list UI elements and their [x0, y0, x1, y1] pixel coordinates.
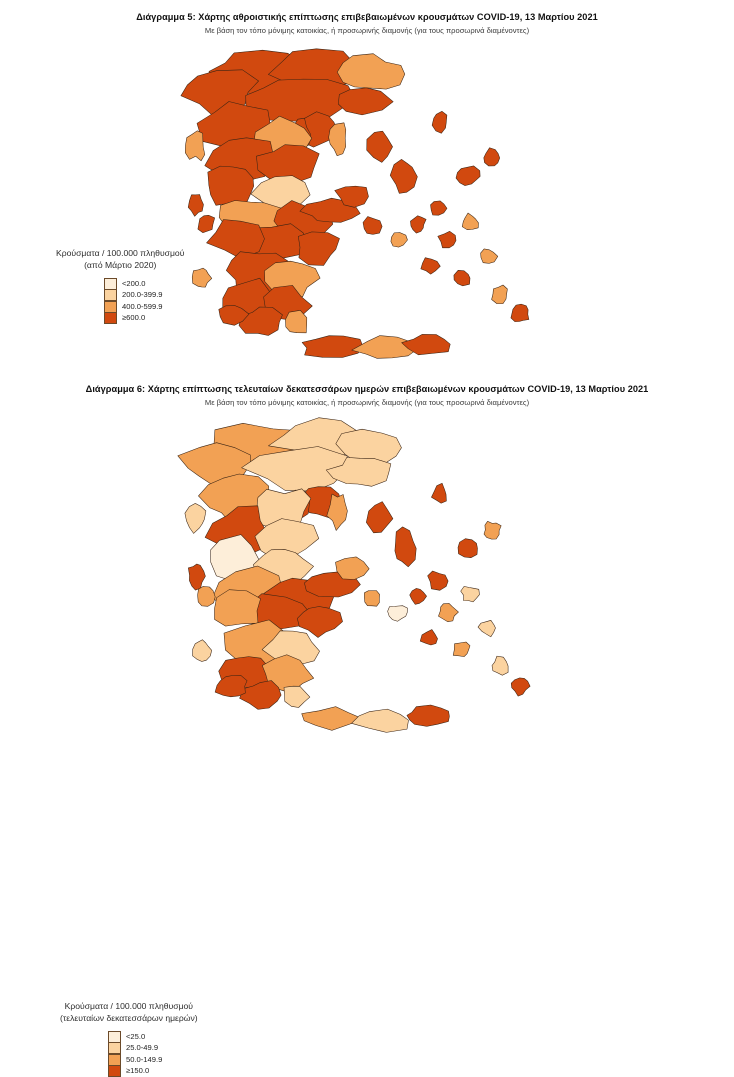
map-region	[511, 678, 530, 696]
figure-6	[0, 372, 734, 1076]
map-region	[390, 159, 417, 193]
legend-item-label: <25.0	[126, 1031, 146, 1041]
legend-item-label: ≥600.0	[122, 313, 146, 323]
legend-items	[108, 1031, 198, 1077]
map-region	[185, 131, 205, 161]
map-region	[461, 586, 480, 602]
map-region	[410, 216, 426, 233]
legend-swatch-icon	[108, 1065, 121, 1077]
map-region	[511, 304, 529, 322]
map-region	[185, 503, 206, 533]
legend-item	[104, 313, 184, 324]
legend-item-label: 50.0-149.9	[126, 1054, 163, 1064]
map-region	[208, 166, 254, 205]
figure-5	[0, 0, 734, 372]
map-region	[284, 686, 310, 707]
map-region	[453, 642, 470, 657]
map-region	[484, 148, 500, 166]
map-region	[366, 502, 393, 533]
map-region	[188, 564, 205, 590]
legend-title-line1: Κρούσματα / 100.000 πληθυσμού	[56, 248, 185, 258]
map-region	[352, 709, 409, 732]
map-region	[198, 215, 215, 232]
figure-6-subtitle: Με βάση τον τόπο μόνιμης κατοικίας, ή προσωρινής διαμονής (για τους προσωρινά διαμένοντες)	[204, 398, 530, 407]
map-region	[329, 123, 346, 156]
map-region	[407, 705, 450, 726]
map-region	[420, 630, 437, 646]
map-region	[215, 675, 247, 696]
map-region	[285, 310, 306, 333]
legend-title	[60, 1001, 198, 1024]
legend-title	[56, 248, 184, 271]
map-region	[458, 539, 478, 558]
legend-item	[108, 1054, 198, 1065]
legend-item-label: 25.0-49.9	[126, 1043, 159, 1053]
map-region	[388, 606, 408, 622]
figure-5-title: Διάγραμμα 5: Χάρτης αθροιστικής επίπτωσης επιβεβαιωμένων κρουσμάτων COVID-19, 13 Μαρτίου 2021	[136, 12, 598, 22]
map-region	[302, 707, 363, 731]
map-region	[462, 213, 478, 230]
legend-item-label: 400.0-599.9	[122, 301, 163, 311]
legend-item	[104, 301, 184, 312]
legend-item	[104, 278, 184, 289]
map-region	[481, 249, 498, 264]
greece-map-svg-2	[0, 398, 734, 738]
legend-title-line2: (από Μάρτιο 2020)	[84, 259, 157, 270]
map-region	[302, 336, 363, 358]
map-region	[298, 232, 339, 266]
map-region	[431, 201, 448, 215]
legend-item	[108, 1031, 198, 1042]
map-region	[338, 88, 393, 115]
map-region	[432, 111, 447, 133]
map-region	[364, 591, 379, 607]
legend-item-label: 200.0-399.9	[122, 290, 163, 300]
map-region	[454, 270, 470, 286]
map-region	[484, 521, 501, 539]
map-region	[492, 285, 508, 304]
map-region	[188, 195, 203, 217]
map-region	[193, 640, 212, 662]
legend-swatch-icon	[108, 1042, 121, 1054]
legend-swatch-icon	[108, 1031, 121, 1043]
legend-item-label: <200.0	[122, 278, 146, 288]
legend-swatch-icon	[104, 289, 117, 301]
map-region	[428, 571, 449, 590]
map-region	[391, 233, 408, 248]
map-region	[192, 268, 212, 287]
map-region-group	[181, 49, 529, 359]
figure-6-title: Διάγραμμα 6: Χάρτης επίπτωσης τελευταίων δεκατεσσάρων ημερών επιβεβαιωμένων κρουσμάτων COVID-19, 13 Μαρτίου 2021	[85, 384, 649, 394]
map-region	[367, 131, 393, 162]
legend-item	[104, 290, 184, 301]
map-region	[198, 586, 216, 606]
map-region	[492, 656, 508, 675]
figure-5-subtitle: Με βάση τον τόπο μόνιμης κατοικίας, ή προσωρινής διαμονής (για τους προσωρινά διαμένοντες)	[204, 26, 530, 35]
map-region	[478, 620, 496, 637]
legend-cumulative	[56, 248, 184, 324]
map-region	[421, 258, 441, 275]
map-region	[431, 483, 446, 503]
legend-swatch-icon	[104, 312, 117, 324]
legend-title-line1: Κρούσματα / 100.000 πληθυσμού	[64, 1001, 194, 1011]
map-region-group	[178, 418, 530, 733]
greece-map-14day	[0, 398, 734, 738]
legend-swatch-icon	[104, 301, 117, 313]
legend-items	[104, 278, 184, 324]
map-region	[438, 603, 458, 621]
map-region	[410, 588, 427, 604]
map-region	[438, 231, 456, 248]
map-region	[395, 527, 416, 567]
map-region	[336, 557, 370, 580]
map-region	[207, 220, 265, 259]
legend-item-label: ≥150.0	[126, 1066, 150, 1076]
legend-item	[108, 1043, 198, 1054]
map-region	[215, 590, 261, 626]
legend-swatch-icon	[104, 278, 117, 290]
map-region	[456, 166, 480, 186]
legend-14day	[60, 1001, 198, 1077]
legend-title-line2: (τελευταίων δεκατεσσάρων ημερών)	[60, 1012, 198, 1023]
legend-item	[108, 1066, 198, 1077]
legend-swatch-icon	[108, 1054, 121, 1066]
map-region	[363, 217, 382, 235]
